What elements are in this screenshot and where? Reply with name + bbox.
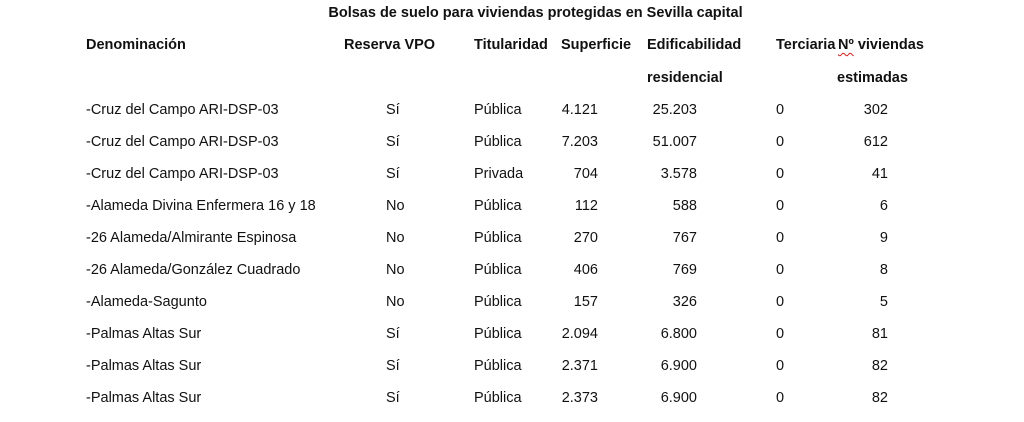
cell-denominacion: -Palmas Altas Sur xyxy=(86,390,202,406)
cell-superficie: 4.121 xyxy=(561,102,598,118)
cell-superficie: 704 xyxy=(573,166,598,182)
cell-superficie: 157 xyxy=(573,294,598,310)
cell-terciaria: 0 xyxy=(776,294,785,310)
cell-viviendas: 6 xyxy=(879,198,888,214)
header-titularidad: Titularidad xyxy=(474,37,548,53)
table-row xyxy=(0,134,1024,166)
cell-edificabilidad: 51.007 xyxy=(652,134,697,150)
cell-edificabilidad: 6.900 xyxy=(660,390,697,406)
header-viviendas-estimadas: estimadas xyxy=(837,70,908,86)
cell-titularidad: Privada xyxy=(474,166,524,182)
cell-terciaria: 0 xyxy=(776,326,785,342)
cell-terciaria: 0 xyxy=(776,358,785,374)
header-terciaria: Terciaria xyxy=(776,37,836,53)
header-denominacion: Denominación xyxy=(86,37,186,53)
cell-edificabilidad: 3.578 xyxy=(660,166,697,182)
cell-denominacion: -Alameda-Sagunto xyxy=(86,294,207,310)
cell-terciaria: 0 xyxy=(776,166,785,182)
cell-denominacion: -Palmas Altas Sur xyxy=(86,358,202,374)
cell-reserva-vpo: No xyxy=(386,230,405,246)
header-edificabilidad: Edificabilidad xyxy=(647,37,742,53)
cell-viviendas: 8 xyxy=(879,262,888,278)
cell-edificabilidad: 25.203 xyxy=(652,102,697,118)
cell-reserva-vpo: Sí xyxy=(386,102,400,118)
cell-denominacion: -Cruz del Campo ARI-DSP-03 xyxy=(86,102,279,118)
table-row xyxy=(0,102,1024,134)
cell-denominacion: -26 Alameda/González Cuadrado xyxy=(86,262,301,278)
table-row xyxy=(0,358,1024,390)
cell-viviendas: 41 xyxy=(871,166,888,182)
cell-titularidad: Pública xyxy=(474,230,522,246)
cell-viviendas: 5 xyxy=(879,294,888,310)
table-row xyxy=(0,166,1024,198)
cell-viviendas: 9 xyxy=(879,230,888,246)
header-viviendas-no: Nº xyxy=(838,37,854,53)
cell-edificabilidad: 769 xyxy=(672,262,697,278)
cell-superficie: 112 xyxy=(574,198,598,214)
table-row xyxy=(0,294,1024,326)
cell-titularidad: Pública xyxy=(474,262,522,278)
cell-reserva-vpo: Sí xyxy=(386,326,400,342)
cell-denominacion: -Cruz del Campo ARI-DSP-03 xyxy=(86,134,279,150)
table-row xyxy=(0,390,1024,422)
cell-edificabilidad: 588 xyxy=(672,198,697,214)
cell-viviendas: 82 xyxy=(871,390,888,406)
cell-reserva-vpo: No xyxy=(386,262,405,278)
table-title: Bolsas de suelo para viviendas protegidas en Sevilla capital xyxy=(328,5,743,21)
cell-denominacion: -Alameda Divina Enfermera 16 y 18 xyxy=(86,198,316,214)
cell-titularidad: Pública xyxy=(474,390,522,406)
cell-titularidad: Pública xyxy=(474,326,522,342)
cell-viviendas: 82 xyxy=(871,358,888,374)
header-viviendas xyxy=(838,37,924,53)
cell-superficie: 7.203 xyxy=(561,134,598,150)
cell-terciaria: 0 xyxy=(776,134,785,150)
cell-reserva-vpo: Sí xyxy=(386,390,400,406)
cell-titularidad: Pública xyxy=(474,198,522,214)
header-superficie: Superficie xyxy=(561,37,632,53)
header-edificabilidad-residencial: residencial xyxy=(647,70,723,86)
cell-reserva-vpo: Sí xyxy=(386,358,400,374)
cell-edificabilidad: 6.900 xyxy=(660,358,697,374)
cell-terciaria: 0 xyxy=(776,198,785,214)
cell-reserva-vpo: No xyxy=(386,198,405,214)
cell-superficie: 2.094 xyxy=(561,326,598,342)
cell-terciaria: 0 xyxy=(776,230,785,246)
table-row xyxy=(0,230,1024,262)
header-viviendas-word: viviendas xyxy=(857,37,924,53)
cell-denominacion: -Palmas Altas Sur xyxy=(86,326,202,342)
cell-titularidad: Pública xyxy=(474,358,522,374)
cell-viviendas: 302 xyxy=(863,102,888,118)
cell-reserva-vpo: Sí xyxy=(386,166,400,182)
cell-terciaria: 0 xyxy=(776,262,785,278)
cell-titularidad: Pública xyxy=(474,102,522,118)
table-row xyxy=(0,326,1024,358)
cell-denominacion: -26 Alameda/Almirante Espinosa xyxy=(86,230,297,246)
cell-superficie: 2.373 xyxy=(561,390,598,406)
header-reserva-vpo: Reserva VPO xyxy=(344,37,436,53)
cell-denominacion: -Cruz del Campo ARI-DSP-03 xyxy=(86,166,279,182)
cell-terciaria: 0 xyxy=(776,390,785,406)
cell-titularidad: Pública xyxy=(474,134,522,150)
cell-edificabilidad: 326 xyxy=(672,294,697,310)
cell-viviendas: 612 xyxy=(863,134,888,150)
cell-titularidad: Pública xyxy=(474,294,522,310)
cell-edificabilidad: 767 xyxy=(672,230,697,246)
cell-superficie: 2.371 xyxy=(561,358,598,374)
cell-superficie: 406 xyxy=(573,262,598,278)
cell-reserva-vpo: Sí xyxy=(386,134,400,150)
cell-terciaria: 0 xyxy=(776,102,785,118)
cell-superficie: 270 xyxy=(573,230,598,246)
cell-reserva-vpo: No xyxy=(386,294,405,310)
cell-viviendas: 81 xyxy=(871,326,888,342)
cell-edificabilidad: 6.800 xyxy=(660,326,697,342)
table-row xyxy=(0,262,1024,294)
table-row xyxy=(0,198,1024,230)
